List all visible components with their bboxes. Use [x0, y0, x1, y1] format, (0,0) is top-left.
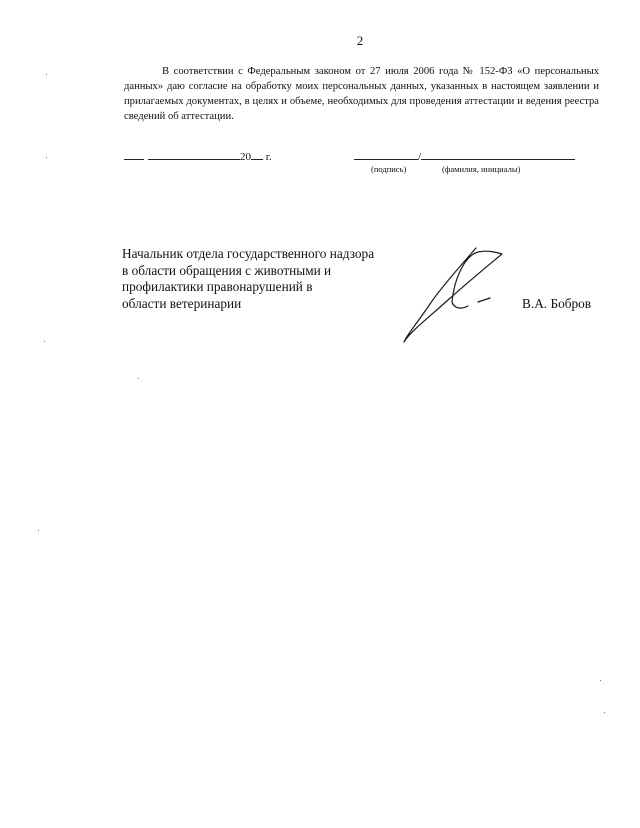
caption-name: (фамилия, инициалы)	[442, 164, 521, 174]
scan-speck	[44, 341, 45, 342]
signature-field	[354, 149, 575, 163]
scan-speck	[600, 680, 601, 681]
consent-paragraph: В соответствии с Федеральным законом от 27 июля 2006 года № 152-ФЗ «О персональных данных» даю согласие на обработку моих персональных данных, указанных в настоящем заявлении и прилагаемых документах, в целях и объеме, необходимых для проведения аттестации и ведения реестра сведений об аттестации.	[124, 66, 599, 122]
signature-icon	[398, 242, 508, 357]
year-suffix: г.	[265, 151, 272, 163]
official-title-line: области ветеринарии	[122, 295, 242, 311]
name-blank	[421, 149, 575, 160]
year-prefix: 20	[240, 151, 251, 163]
caption-signature: (подпись)	[371, 164, 407, 174]
scan-speck	[46, 157, 47, 158]
signature-blank	[354, 149, 418, 160]
official-title-line: Начальник отдела государственного надзора	[122, 246, 375, 261]
year-blank	[251, 149, 263, 160]
signature-separator: /	[418, 151, 422, 163]
official-title-line: в области обращения с животными и	[122, 262, 332, 278]
scan-speck	[604, 712, 605, 713]
month-blank	[148, 149, 240, 160]
scan-speck	[138, 378, 139, 379]
page-number: 2	[356, 33, 364, 48]
official-name: В.А. Бобров	[522, 296, 592, 311]
day-blank	[124, 149, 144, 160]
official-title	[122, 246, 402, 312]
date-field	[124, 149, 272, 163]
scan-speck	[38, 530, 39, 531]
official-title-line: профилактики правонарушений в	[122, 279, 313, 294]
scan-speck	[46, 74, 47, 75]
